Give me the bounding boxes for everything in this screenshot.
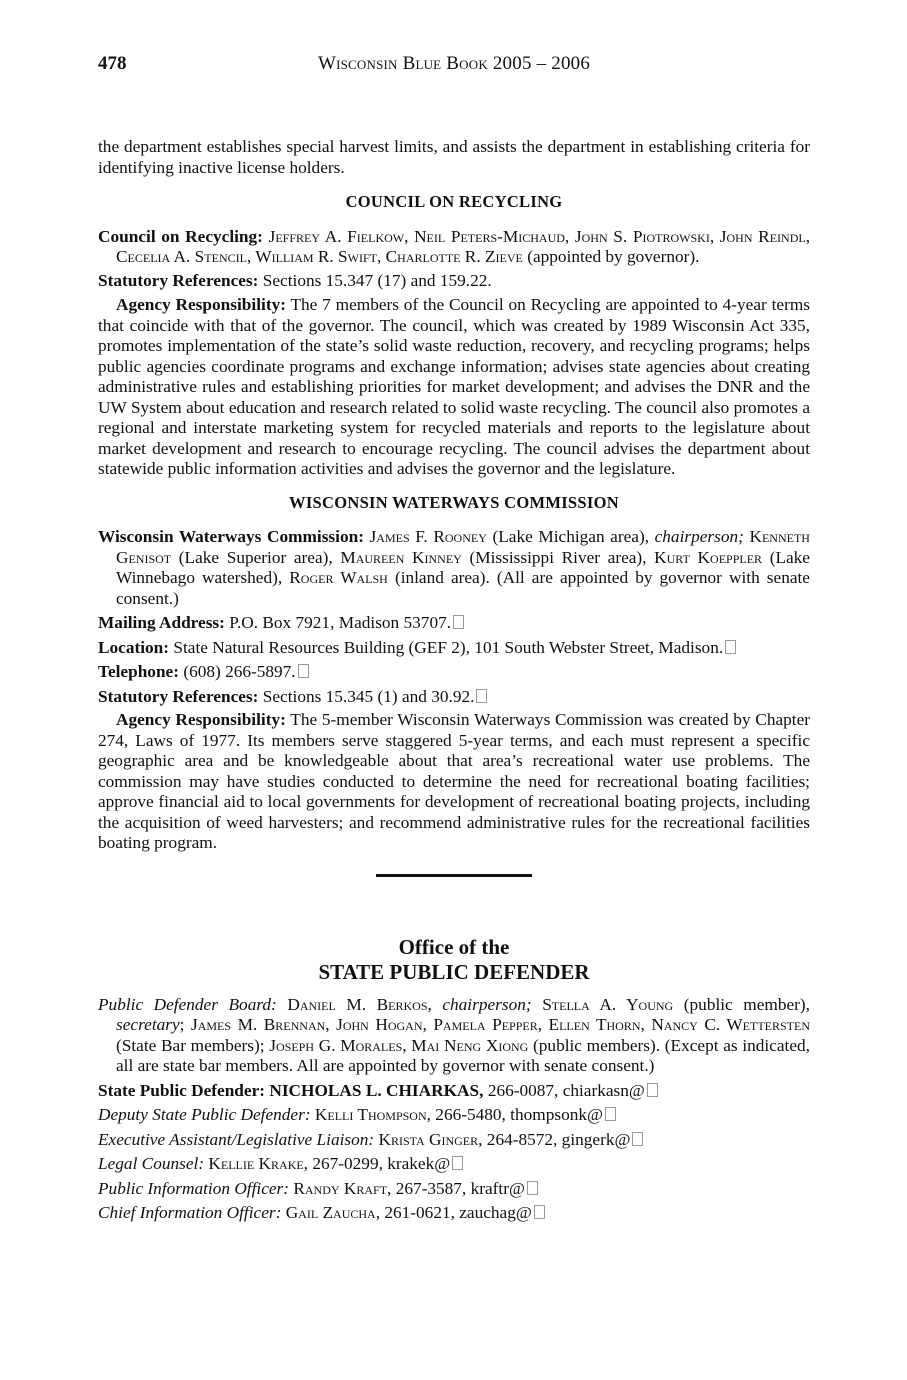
state-public-defender: State Public Defender: NICHOLAS L. CHIARKAS, 266-0087, chiarkasn@ [98, 1081, 810, 1102]
staff-title: Legal Counsel: [98, 1154, 205, 1173]
staff-contact: 264-8572, gingerk@ [486, 1129, 631, 1149]
defender-board: Public Defender Board: Daniel M. Berkos, chairperson; Stella A. Young (public member), secretary; James M. Brennan, John Hogan, Pamela Pepper, Ellen Thorn, Nancy C. Wettersten (State Bar members); Joseph G. Morales, Mai Neng Xiong (public members). (Except as indicated, all are state bar members. All are appointed by governor with senate consent.) [98, 994, 811, 1075]
staff-name: Randy Kraft, [293, 1178, 392, 1198]
staff-entry [98, 1105, 810, 1126]
intro-paragraph: the department establishes special harvest limits, and assists the department in establishing criteria for identifying inactive license holders. [98, 137, 810, 177]
staff-name: Krista Ginger, [378, 1129, 483, 1149]
missing-glyph-box [453, 615, 464, 629]
waterways-statutory: Statutory References: Sections 15.345 (1) and 30.92. [98, 687, 810, 708]
staff-name: Kellie Krake, [208, 1154, 309, 1173]
staff-entry [98, 1179, 810, 1200]
staff-name: Kelli Thompson, [314, 1105, 431, 1124]
missing-glyph-box [632, 1132, 643, 1146]
missing-glyph-box [298, 664, 309, 678]
waterways-members: Wisconsin Waterways Commission: James F. Rooney (Lake Michigan area), chairperson; Kenneth Genisot (Lake Superior area), Maureen Kinney (Mississippi River area), Kurt Koeppler (Lake Winnebago watershed), Roger Walsh (inland area). (All are appointed by governor with senate consent.) [98, 527, 810, 608]
staff-contact: 267-0299, krakek@ [312, 1154, 451, 1173]
recycling-heading: COUNCIL ON RECYCLING [345, 192, 563, 211]
staff-entry [98, 1130, 810, 1151]
running-title: Wisconsin Blue Book 2005 – 2006 [317, 53, 591, 74]
staff-entry [98, 1154, 810, 1175]
waterways-telephone: Telephone: (608) 266-5897. [98, 662, 810, 683]
staff-title: Executive Assistant/Legislative Liaison: [98, 1129, 375, 1149]
staff-title: Chief Information Officer: [98, 1203, 282, 1222]
office-heading-line1: Office of the [398, 934, 510, 959]
missing-glyph-box [647, 1083, 658, 1097]
waterways-heading: WISCONSIN WATERWAYS COMMISSION [289, 492, 619, 512]
section-divider-rule [376, 874, 532, 877]
missing-glyph-box [534, 1205, 545, 1219]
recycling-agency: Agency Responsibility: The 7 members of the Council on Recycling are appointed to 4-year terms that coincide with that of the governor. The council, which was created by 1989 Wisconsin Act 335, promotes implementation of the state’s solid waste reduction, recovery, and recycling programs; helps public agencies coordinate programs and exchange information; advises state agencies about creating administrative rules and establishing priorities for market development; and advises the DNR and the UW System about education and research related to solid waste recycling. The council also promotes a regional and interstate marketing system for recycled materials and reports to the legislature about market development and research to encourage recycling. The council advises the department about statewide public information activities and advises the governor and the legislature. [98, 295, 810, 478]
waterways-location: Location: State Natural Resources Building (GEF 2), 101 South Webster Street, Madison. [98, 638, 810, 659]
recycling-statutory: Statutory References: Sections 15.347 (17) and 159.22. [98, 270, 492, 290]
missing-glyph-box [725, 640, 736, 654]
recycling-members: Council on Recycling: Jeffrey A. Fielkow, Neil Peters-Michaud, John S. Piotrowski, John Reindl, Cecelia A. Stencil, William R. Swift, Charlotte R. Zieve (appointed by governor). [98, 226, 811, 266]
staff-contact: 267-3587, kraftr@ [395, 1178, 525, 1198]
waterways-agency: Agency Responsibility: The 5-member Wisconsin Waterways Commission was created by Chapter 274, Laws of 1977. Its members serve staggered 5-year terms, and each must represent a specific geographic area and be knowledgeable about that area’s recreational water use problems. The commission may have studies conducted to determine the need for recreational boating facilities; approve financial aid to local governments for development of recreational boating projects, including the acquisition of weed harvesters; and recommend administrative rules for the recreational facilities boating program. [98, 710, 811, 852]
page-number: 478 [98, 53, 127, 74]
missing-glyph-box [527, 1181, 538, 1195]
missing-glyph-box [476, 689, 487, 703]
body-content [98, 137, 810, 1224]
staff-title: Public Information Officer: [98, 1178, 290, 1198]
office-heading-line2: STATE PUBLIC DEFENDER [318, 959, 590, 984]
missing-glyph-box [605, 1107, 616, 1121]
staff-title: Deputy State Public Defender: [98, 1105, 311, 1124]
staff-list [98, 1105, 810, 1224]
page-header [98, 54, 810, 80]
staff-contact: 261-0621, zauchag@ [384, 1203, 532, 1222]
missing-glyph-box [452, 1156, 463, 1170]
staff-entry [98, 1203, 810, 1224]
staff-contact: 266-5480, thompsonk@ [435, 1105, 603, 1124]
waterways-mailing: Mailing Address: P.O. Box 7921, Madison 53707. [98, 613, 810, 634]
staff-name: Gail Zaucha, [285, 1203, 381, 1222]
